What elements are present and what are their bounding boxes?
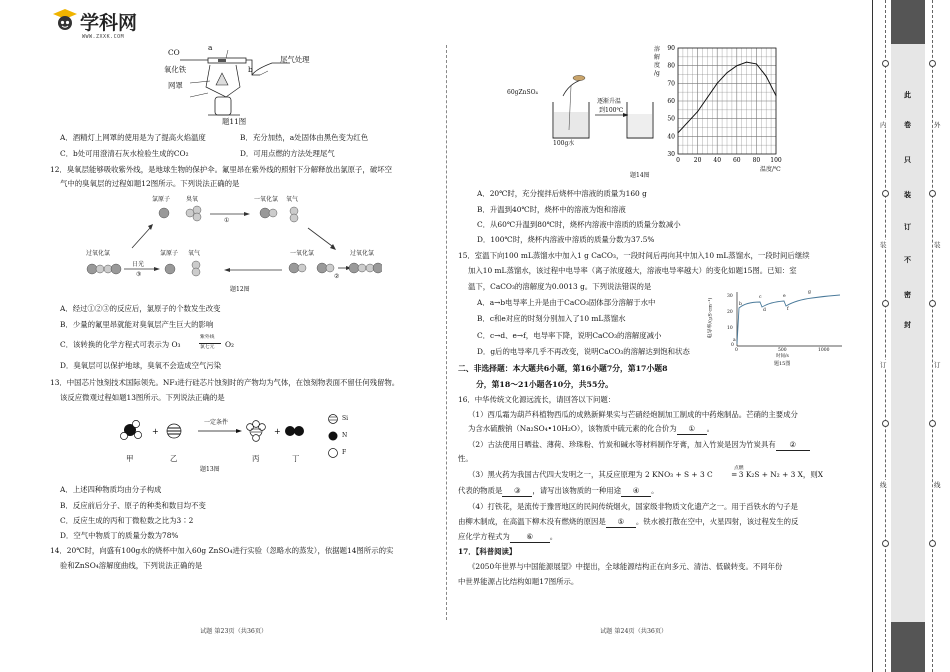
outer-mark-char: 线 <box>934 481 941 489</box>
x-tick-label: 100 <box>770 157 782 164</box>
fig12-label-cl2o2-left: 过氧化氯 <box>86 250 111 257</box>
q15-option-d: D．g后的电导率几乎不再改变，说明CaCO₃的溶解达到饱和状态 <box>477 347 690 356</box>
solubility-point <box>776 95 777 96</box>
binding-hole-icon <box>882 190 889 197</box>
q12-stem-1: 12．臭氧层能够吸收紫外线，是地球生物的保护伞。氟里昂在紫外线的照射下分解释放出氯原子，破坏空 <box>50 165 392 174</box>
figure-15 <box>707 288 847 370</box>
inner-mark-char: 装 <box>880 241 887 249</box>
y-tick-label: 60 <box>667 98 675 105</box>
fig15-ylabel: 电导率/(μS·cm⁻¹) <box>707 297 714 339</box>
q16-4-line3: 应化学方程式为 ⑥ 。 <box>458 532 558 541</box>
sealing-char: 不 <box>904 255 911 264</box>
q12-option-c-text: C．该转换的化学方程式可表示为 O₃ <box>60 340 181 349</box>
binding-hole-icon <box>929 60 936 67</box>
fig13-label-yi: 乙 <box>170 454 178 463</box>
q17-line1: 《2050年世界与中国能源展望》中提出，全球能源结构正在向多元、清洁、低碳转变。不同年份 <box>468 562 783 571</box>
solubility-point <box>678 132 679 133</box>
section-2-heading-2: 分，第18～21小题各10分，共55分。 <box>476 380 613 389</box>
fig11-label-b: b <box>248 65 253 74</box>
fig13-label-jia: 甲 <box>126 454 134 463</box>
fig15-xlabel: 时间/s <box>776 354 789 359</box>
q15-option-a: A．a→b电导率上升是由于CaCO₃固体部分溶解于水中 <box>477 298 656 307</box>
q12-option-c <box>60 335 340 352</box>
fig11-label-exhaust: 尾气处理 <box>280 55 310 64</box>
q14-stem-1: 14．20℃时，向盛有100g水的烧杯中加入60g ZnSO₄进行实验（忽略水的蒸发），依据题14图所示的实 <box>50 546 394 555</box>
inner-mark-char: 线 <box>880 481 887 489</box>
q16-3-line2-text-b: ，请写出该物质的一种用途 <box>532 486 622 495</box>
fig14-ylabel-4: /g <box>654 70 660 77</box>
binding-hole-icon <box>882 60 889 67</box>
q16-blank-4[interactable]: ④ <box>621 486 651 497</box>
y-tick-label: 70 <box>667 80 675 88</box>
solubility-point <box>697 111 698 112</box>
fig11-label-iron-oxide: 氧化铁 <box>164 65 187 74</box>
binding-margin-left-line <box>872 0 873 672</box>
outer-mark-char: 外 <box>934 121 941 129</box>
binding-strip-top-block <box>891 0 925 44</box>
fig12-label-cl-atom-2: 氯原子 <box>160 250 179 257</box>
fig15-point-b: b <box>739 302 742 307</box>
q12-stem-2: 气中的臭氧层的过程如题12图所示。下列说法正确的是 <box>60 179 240 188</box>
fig13-caption: 题13图 <box>200 466 220 473</box>
fig15-point-g: g <box>808 290 811 295</box>
sealing-char: 卷 <box>904 120 911 129</box>
logo-mascot-icon <box>52 8 78 34</box>
fig11-label-co: CO <box>168 48 180 57</box>
q13-option-d: D．空气中物质丁的质量分数为78% <box>60 531 179 540</box>
q12-eq-condition-bottom: 氯七元 <box>200 345 215 350</box>
fig12-label-cl2o2-right: 过氧化氯 <box>350 250 375 257</box>
fig12-step-3: ③ <box>136 271 142 278</box>
q15-stem-3: 温下，CaCO₃的溶解度为0.0013 g。下列说法错误的是 <box>468 282 652 291</box>
page-divider <box>446 45 447 620</box>
fig15-xtick-500: 500 <box>778 348 787 353</box>
y-tick-label: 80 <box>667 62 675 70</box>
binding-hole-icon <box>929 190 936 197</box>
q13-stem-2: 该反应微观过程如题13图所示。下列说法正确的是 <box>60 393 225 402</box>
fig14-arrow-text-2: 到100℃ <box>599 107 624 114</box>
fig14-ylabel-1: 溶 <box>654 46 661 53</box>
q16-3-condition: 点燃 <box>734 466 744 471</box>
fig12-label-sunlight: 日光 <box>132 261 145 268</box>
outer-dashed-line <box>932 0 933 672</box>
q16-4-line2 <box>458 517 798 528</box>
right-page-footer: 试题 第24页（共36页） <box>600 628 668 635</box>
q16-4-line3-text: 应化学方程式为 <box>458 532 510 541</box>
outer-mark-char: 订 <box>934 361 941 369</box>
logo-url: WWW.ZXXK.COM <box>82 34 125 40</box>
x-tick-label: 40 <box>713 157 722 164</box>
fig14-xlabel: 温度/℃ <box>760 166 781 173</box>
fig12-label-clo-2: 一氧化氯 <box>290 250 315 257</box>
solubility-point <box>727 72 728 73</box>
q16-3-line1 <box>468 468 848 482</box>
q11-option-a: A．酒精灯上网罩的使用是为了提高火焰温度 <box>60 133 206 142</box>
q12-eq-condition-top: 紫外线 <box>200 335 215 340</box>
q12-option-b: B．少量的氟里昂就能对臭氧层产生巨大的影响 <box>60 320 214 329</box>
q16-3-line2-text-a: 代表的物质是 <box>458 486 503 495</box>
figure-11 <box>160 45 340 130</box>
q16-blank-2[interactable]: ② <box>776 440 810 451</box>
q16-blank-1[interactable]: ① <box>677 424 707 435</box>
q13-stem-1: 13．中国芯片蚀刻技术国际领先。NF₃进行硅芯片蚀刻时的产物均为气体，在蚀刻物表面不留任何残留物。 <box>50 378 400 387</box>
q14-option-a: A．20℃时，充分搅拌后烧杯中溶液的质量为160 g <box>477 189 647 198</box>
solubility-point <box>717 83 718 84</box>
outer-mark-char: 装 <box>934 241 941 249</box>
fig14-ylabel-2: 解 <box>654 54 661 61</box>
q16-4-line2-text-b: 。铁水被打散在空中，火星四射，该过程发生的反 <box>635 517 799 526</box>
q17-line2: 中世界能源占比结构如题17图所示。 <box>458 577 579 586</box>
fig13-legend-f: F <box>342 449 347 456</box>
x-tick-label: 60 <box>732 157 741 164</box>
fig13-legend-si: Si <box>342 415 349 422</box>
fig15-ytick-30: 30 <box>727 294 733 299</box>
figure-12 <box>82 192 382 300</box>
binding-strip-bottom-block <box>891 622 925 672</box>
fig15-point-d: d <box>763 308 766 313</box>
fig12-step-2: ② <box>334 273 340 280</box>
q16-3-text-b: ═ 3 K₂S + N₂ + 3 X，则X <box>732 470 823 479</box>
q13-option-a: A．上述四种物质均由分子构成 <box>60 485 162 494</box>
fig12-caption: 题12图 <box>230 286 250 293</box>
q16-3-text-a: （3）黑火药为我国古代四大发明之一，其反应原理为 2 KNO₃ + S + 3 C <box>468 470 713 479</box>
sealing-char: 订 <box>904 222 911 231</box>
q16-blank-5[interactable]: ⑤ <box>606 517 636 528</box>
x-tick-label: 80 <box>752 157 761 164</box>
binding-hole-icon <box>882 420 889 427</box>
solubility-point <box>766 76 767 77</box>
fig13-legend-n: N <box>342 432 348 439</box>
y-tick-label: 40 <box>667 133 675 141</box>
fig12-label-ozone: 臭氧 <box>186 196 199 203</box>
y-tick-label: 50 <box>667 115 675 123</box>
binding-hole-icon <box>929 420 936 427</box>
q15-stem-2: 加入10 mL蒸馏水，该过程中电导率（离子浓度越大，溶液电导率越大）的变化如题15图。已知：室 <box>468 266 797 275</box>
q15-stem-1: 15．室温下向100 mL蒸馏水中加入1 g CaCO₃，一段时间后再向其中加入10 mL蒸馏水，一段时间后继续 <box>458 251 810 260</box>
q16-blank-3[interactable]: ③ <box>502 486 532 497</box>
binding-hole-icon <box>882 300 889 307</box>
figure-14-apparatus <box>505 60 655 160</box>
q17-heading: 17．【科普阅读】 <box>458 547 517 556</box>
sealing-char: 此 <box>904 90 911 99</box>
logo <box>52 6 182 46</box>
q16-1-line1: （1）西瓜霜为葫芦科植物西瓜的成熟新鲜果实与芒硝经炮制加工制成的中药炮制品。芒硝的主要成分 <box>468 410 798 419</box>
q16-blank-6[interactable]: ⑥ <box>510 532 550 543</box>
figure-14-chart <box>656 40 806 176</box>
fig15-point-e: e <box>783 294 786 299</box>
sealing-char: 密 <box>904 290 911 299</box>
left-page-footer: 试题 第23页（共36页） <box>200 628 268 635</box>
x-tick-label: 20 <box>693 157 702 164</box>
y-tick-label: 90 <box>667 45 675 52</box>
section-2-heading-1: 二、非选择题：本大题共6小题，第16小题7分，第17小题8 <box>458 364 668 373</box>
q16-1-line2: 为含水硫酸钠（Na₂SO₄•10H₂O），该物质中硫元素的化合价为 ① 。 <box>468 424 715 433</box>
q16-2-line1-text: （2）古法使用日晒盐、薄荷、珍珠粉、竹炭和碱水等材料制作牙膏，加入竹炭是因为竹炭具有 <box>468 440 776 449</box>
q14-stem-2: 验和ZnSO₄溶解度曲线，下列说法正确的是 <box>60 561 203 570</box>
binding-hole-icon <box>882 540 889 547</box>
fig14-arrow-text-1: 逐渐升温 <box>597 98 622 105</box>
fig14-caption: 题14图 <box>630 172 650 179</box>
fig12-label-o2: 氧气 <box>286 196 299 203</box>
q14-option-c: C．从60℃升温到80℃时，烧杯内溶液中溶质的质量分数减小 <box>477 220 681 229</box>
q15-option-b: B．c和e对应的时刻分别加入了10 mL蒸馏水 <box>477 314 626 323</box>
fig15-point-f: f <box>787 307 789 312</box>
inner-dashed-line <box>885 0 886 672</box>
fig11-label-mesh: 网罩 <box>168 81 183 90</box>
q16-2-line2: 性。 <box>458 454 473 463</box>
figure-12-cycle <box>82 192 382 300</box>
fig14-ylabel-3: 度 <box>654 62 661 69</box>
q14-option-d: D．100℃时，烧杯内溶液中溶质的质量分数为37.5% <box>477 235 655 244</box>
svg-text:+: + <box>152 427 159 436</box>
fig15-ytick-10: 10 <box>727 326 733 331</box>
sealing-char: 只 <box>904 155 911 164</box>
svg-text:+: + <box>274 427 281 436</box>
fig14-water-label: 100g水 <box>553 140 575 147</box>
inner-mark-char: 订 <box>880 361 887 369</box>
fig15-point-c: c <box>759 295 762 300</box>
solubility-chart <box>656 40 806 176</box>
q12-option-d: D．臭氧层可以保护地球，臭氧不会造成空气污染 <box>60 361 222 370</box>
fig13-condition: 一定条件 <box>204 419 229 426</box>
q12-eq-rhs: O₂ <box>225 340 235 349</box>
fig15-xtick-0: 0 <box>735 348 738 353</box>
fig12-label-clo: 一氧化氯 <box>254 196 279 203</box>
fig15-xtick-1000: 1000 <box>818 348 830 353</box>
solubility-point <box>707 97 708 98</box>
figure-13 <box>112 410 382 478</box>
binding-hole-icon <box>929 300 936 307</box>
solubility-point <box>746 62 747 63</box>
binding-hole-icon <box>929 540 936 547</box>
q15-option-c: C．c→d、e→f，电导率下降，说明CaCO₃的溶解度减小 <box>477 331 662 340</box>
q16-stem: 16．中华传统文化源远流长，请回答以下问题： <box>458 395 616 404</box>
q12-eq-arrow <box>199 343 221 344</box>
figure-11-apparatus <box>160 45 340 130</box>
q16-4-line2-text-a: 由柳木制成，在高温下柳木没有燃烧的原因是 <box>458 517 606 526</box>
q12-option-a: A．经过①②③的反应后，氯原子的个数发生改变 <box>60 304 221 313</box>
fig15-ytick-0: 0 <box>731 343 734 348</box>
x-tick-label: 0 <box>676 157 680 164</box>
sealing-char: 封 <box>904 320 911 329</box>
fig11-label-a: a <box>208 43 213 52</box>
q11-option-c: C．b处可用澄清石灰水检验生成的CO₂ <box>60 149 189 158</box>
sealing-char: 装 <box>904 190 911 199</box>
q11-option-d: D．可用点燃的方法处理尾气 <box>240 149 335 158</box>
solubility-point <box>736 65 737 66</box>
fig12-label-cl-atom: 氯原子 <box>152 196 171 203</box>
fig15-point-a: a <box>733 338 736 343</box>
y-tick-label: 30 <box>667 151 675 158</box>
fig12-label-o2-2: 氧气 <box>188 250 201 257</box>
logo-text: 学科网 <box>80 12 138 34</box>
q16-2-line1 <box>468 440 810 451</box>
inner-mark-char: 内 <box>880 121 887 129</box>
q16-3-line2: 代表的物质是 ③ ，请写出该物质的一种用途 ④ 。 <box>458 486 659 495</box>
fig14-salt-label: 60gZnSO₄ <box>507 89 538 96</box>
fig11-caption: 题11图 <box>222 117 247 126</box>
q16-4-line1: （4）打铁花，是流传于豫晋地区的民间传统烟火，国家级非物质文化遗产之一。用于舀铁水的勺子是 <box>468 502 798 511</box>
binding-strip <box>891 0 925 672</box>
fig15-caption: 题15图 <box>774 361 791 367</box>
fig13-label-ding: 丁 <box>292 454 300 463</box>
solubility-point <box>687 122 688 123</box>
q13-option-c: C．反应生成的丙和丁微粒数之比为3∶2 <box>60 516 194 525</box>
fig13-label-bing: 丙 <box>252 454 260 463</box>
beaker-illustration <box>505 60 655 160</box>
q16-1-line2-text: 为含水硫酸钠（Na₂SO₄•10H₂O），该物质中硫元素的化合价为 <box>468 424 677 433</box>
q13-option-b: B．反应前后分子、原子的种类和数目均不变 <box>60 501 206 510</box>
q14-option-b: B．升温到40℃时，烧杯中的溶液为饱和溶液 <box>477 205 626 214</box>
solubility-point <box>756 63 757 64</box>
q11-option-b: B．充分加热，a处固体由黑色变为红色 <box>240 133 369 142</box>
fig15-ytick-20: 20 <box>727 310 733 315</box>
fig12-step-1: ① <box>224 217 230 224</box>
